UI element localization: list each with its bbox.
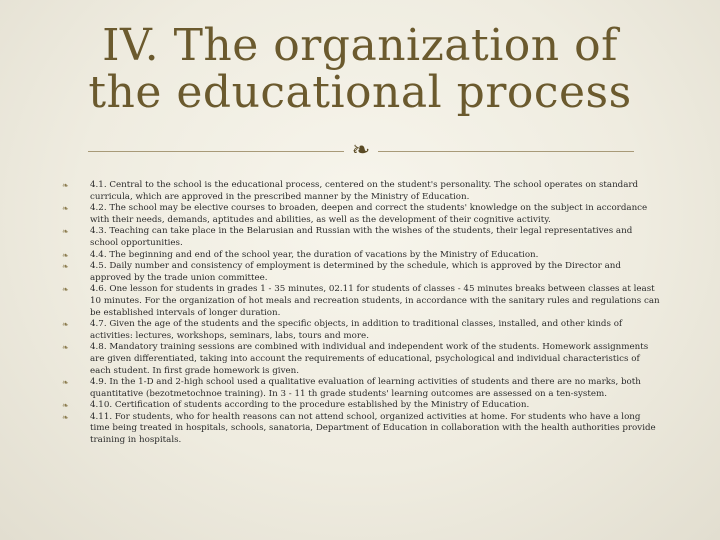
bullet-icon: ❧ <box>62 378 69 388</box>
title-divider-left <box>88 151 344 152</box>
list-item-text: 4.9. In the 1-D and 2-high school used a qualitative evaluation of learning activities of students and there are no marks, both quantitative (bezotmetochnoe training). In 3 - 11 th grade students' learning outcomes are assessed on a ten-system. <box>90 377 641 399</box>
bullet-icon: ❧ <box>62 412 69 422</box>
list-item-text: 4.1. Central to the school is the educational process, centered on the student's personality. The school operates on standard curricula, which are approved in the prescribed manner by the Ministry of Education. <box>90 180 639 202</box>
list-item <box>62 226 662 249</box>
list-item <box>62 412 662 447</box>
list-item-text: 4.4. The beginning and end of the school year, the duration of vacations by the Ministry of Education. <box>90 249 539 260</box>
list-item-text: 4.7. Given the age of the students and the specific objects, in addition to traditional classes, installed, and other kinds of activities: lectures, workshops, seminars, labs, tours and more. <box>90 319 623 341</box>
list-item <box>62 284 662 319</box>
list-item <box>62 261 662 284</box>
list-item <box>62 180 662 203</box>
list-item-text: 4.11. For students, who for health reasons can not attend school, organized activities at home. For students who have a long time being treated in hospitals, schools, sanatoria, Department of Education in collaboration with the health authorities provide training in hospitals. <box>90 411 656 446</box>
list-item <box>62 377 662 400</box>
list-item <box>62 250 662 262</box>
bullet-icon: ❧ <box>62 204 69 214</box>
bullet-icon: ❧ <box>62 227 69 237</box>
bullet-icon: ❧ <box>62 401 69 411</box>
list-item-text: 4.6. One lesson for students in grades 1 - 35 minutes, 02.11 for students of classes - 45 minutes breaks between classes at least 10 minutes. For the organization of hot meals and recreation students, in accordance with the sanitary rules and regulations can be established intervals of longer duration. <box>90 284 660 318</box>
list-item-text: 4.3. Teaching can take place in the Belarusian and Russian with the wishes of the students, their legal representatives and school opportunities. <box>90 226 633 248</box>
bullet-icon: ❧ <box>62 285 69 295</box>
title-divider-right <box>378 151 634 152</box>
list-item <box>62 342 662 377</box>
bullet-icon: ❧ <box>62 262 69 272</box>
list-item-text: 4.10. Certification of students according to the procedure established by the Ministry of Education. <box>90 400 530 411</box>
bullet-icon: ❧ <box>62 250 69 260</box>
content-list <box>62 180 662 447</box>
bullet-icon: ❧ <box>62 320 69 330</box>
bullet-icon: ❧ <box>62 181 69 190</box>
list-item <box>62 203 662 226</box>
fleuron-icon: ❧ <box>351 138 371 163</box>
list-item-text: 4.8. Mandatory training sessions are combined with individual and independent work of the students. Homework assignments are given differentiated, taking into account the requirements of educational, psychological and individual characteristics of each student. In first grade homework is given. <box>90 342 649 376</box>
list-item-text: 4.5. Daily number and consistency of employment is determined by the schedule, which is approved by the Director and approved by the trade union committee. <box>90 261 621 283</box>
list-item <box>62 400 662 412</box>
slide-title: IV. The organization of the educational process <box>88 20 632 118</box>
list-item-text: 4.2. The school may be elective courses to broaden, deepen and correct the students' knowledge on the subject in accordance with their needs, demands, aptitudes and abilities, as well as the development of their cognitive activity. <box>90 203 648 225</box>
list-item <box>62 319 662 342</box>
bullet-icon: ❧ <box>62 343 69 353</box>
